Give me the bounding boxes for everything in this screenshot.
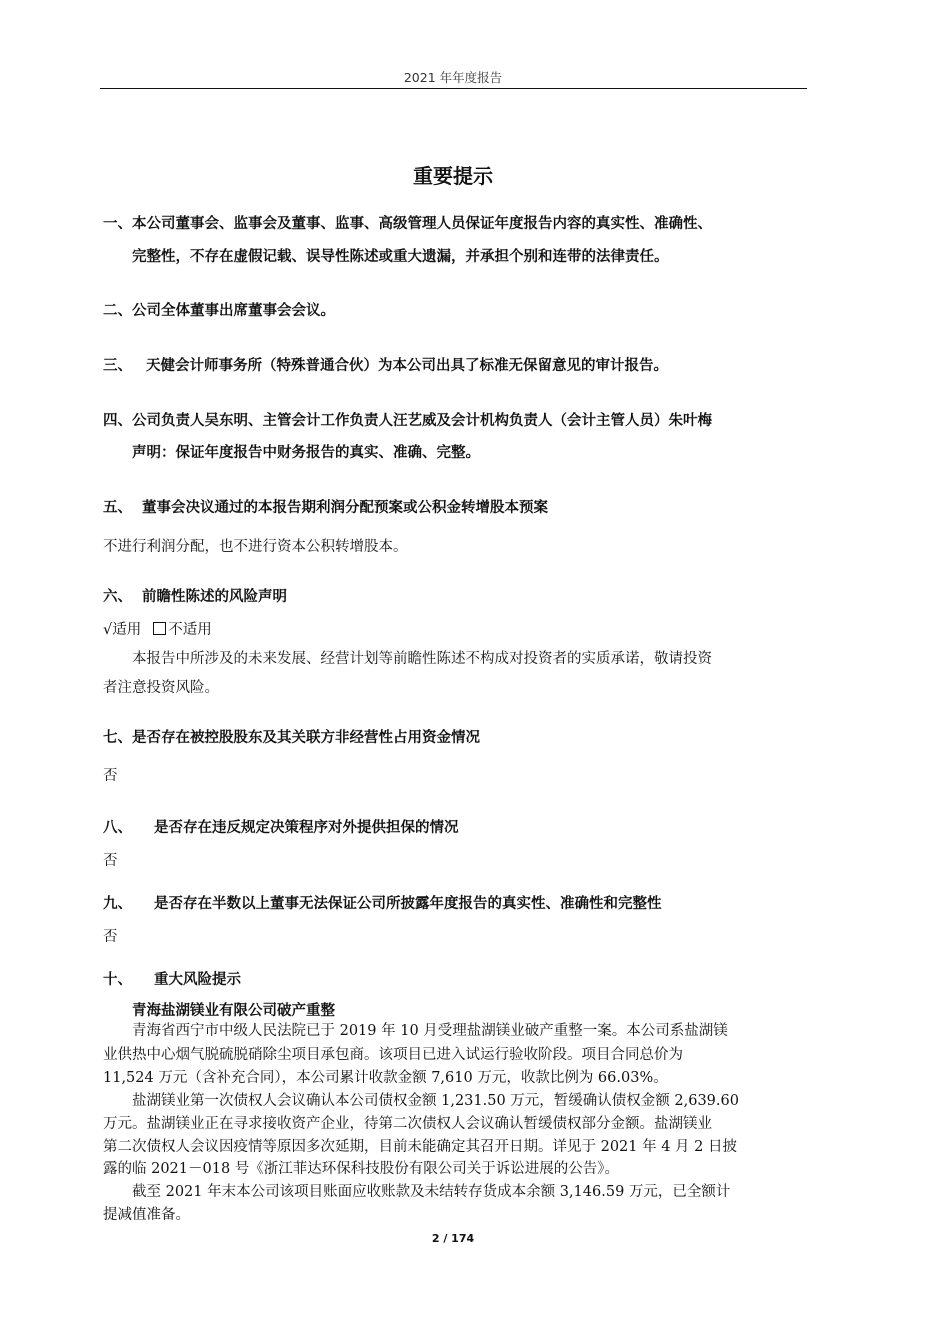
risk-subtitle: 青海盐湖镁业有限公司破产重整 [132,1003,335,1019]
header-divider [100,88,807,89]
item6-heading: 前瞻性陈述的风险声明 [142,589,287,605]
page-number: 2 / 174 [431,1232,475,1245]
item6-body-line2: 者注意投资风险。 [103,680,219,696]
report-header-title: 2021 年年度报告 [403,70,503,85]
item8-heading: 是否存在违反规定决策程序对外提供担保的情况 [154,820,459,836]
item6-number: 六、 [103,589,132,605]
risk-para3-line1: 截至 2021 年末本公司该项目账面应收账款及未结转存货成本余额 3,146.59 万元，已全额计 [132,1184,731,1200]
item9-answer: 否 [103,929,118,945]
item1-line2: 完整性，不存在虚假记载、误导性陈述或重大遗漏，并承担个别和连带的法律责任。 [132,249,669,265]
risk-para1-line1: 青海省西宁市中级人民法院已于 2019 年 10 月受理盐湖镁业破产重整一案。本公司系盐湖镁 [132,1023,728,1039]
applicability-options [103,618,212,639]
risk-para1-line2: 业供热中心烟气脱硫脱硝除尘项目承包商。该项目已进入试运行验收阶段。项目合同总价为 [103,1047,683,1063]
item4-line1: 四、公司负责人吴东明、主管会计工作负责人汪艺威及会计机构负责人（会计主管人员）朱叶梅 [103,413,712,429]
risk-para1-line3: 11,524 万元（含补充合同），本公司累计收款金额 7,610 万元，收款比例为 66.03%。 [103,1070,668,1086]
unchecked-box-icon [153,622,166,635]
item5-number: 五、 [103,500,132,516]
item6-body-line1: 本报告中所涉及的未来发展、经营计划等前瞻性陈述不构成对投资者的实质承诺，敬请投资 [132,651,712,667]
item8-answer: 否 [103,853,118,869]
risk-para2-line3: 第二次债权人会议因疫情等原因多次延期，目前未能确定其召开日期。详见于 2021 年 4 月 2 日披 [103,1139,738,1155]
item8-number: 八、 [103,820,132,836]
applicable-option: √适用 [103,622,142,638]
risk-para2-line1: 盐湖镁业第一次债权人会议确认本公司债权金额 1,231.50 万元，暂缓确认债权金额 2,639.60 [132,1093,739,1109]
not-applicable-option: 不适用 [168,622,212,638]
item5-heading: 董事会决议通过的本报告期利润分配预案或公积金转增股本预案 [142,500,548,516]
item4-line2: 声明：保证年度报告中财务报告的真实、准确、完整。 [132,445,480,461]
item5-body: 不进行利润分配，也不进行资本公积转增股本。 [103,539,408,555]
risk-para3-line2: 提减值准备。 [103,1207,190,1223]
item1-line1: 一、本公司董事会、监事会及董事、监事、高级管理人员保证年度报告内容的真实性、准确性、 [103,216,712,232]
item7-answer: 否 [103,768,118,784]
item10-heading: 重大风险提示 [154,972,241,988]
item2-line1: 二、公司全体董事出席董事会会议。 [103,303,335,319]
risk-para2-line2: 万元。盐湖镁业正在寻求接收资产企业，待第二次债权人会议确认暂缓债权部分金额。盐湖镁业 [103,1116,712,1132]
risk-para2-line4: 露的临 2021－018 号《浙江菲达环保科技股份有限公司关于诉讼进展的公告》。 [103,1161,620,1177]
item9-number: 九、 [103,896,132,912]
item3-text: 天健会计师事务所（特殊普通合伙）为本公司出具了标准无保留意见的审计报告。 [146,358,668,374]
item7-heading: 七、是否存在被控股股东及其关联方非经营性占用资金情况 [103,730,480,746]
item9-heading: 是否存在半数以上董事无法保证公司所披露年度报告的真实性、准确性和完整性 [154,896,662,912]
item10-number: 十、 [103,972,132,988]
page-title: 重要提示 [413,164,493,188]
item3-number: 三、 [103,358,132,374]
